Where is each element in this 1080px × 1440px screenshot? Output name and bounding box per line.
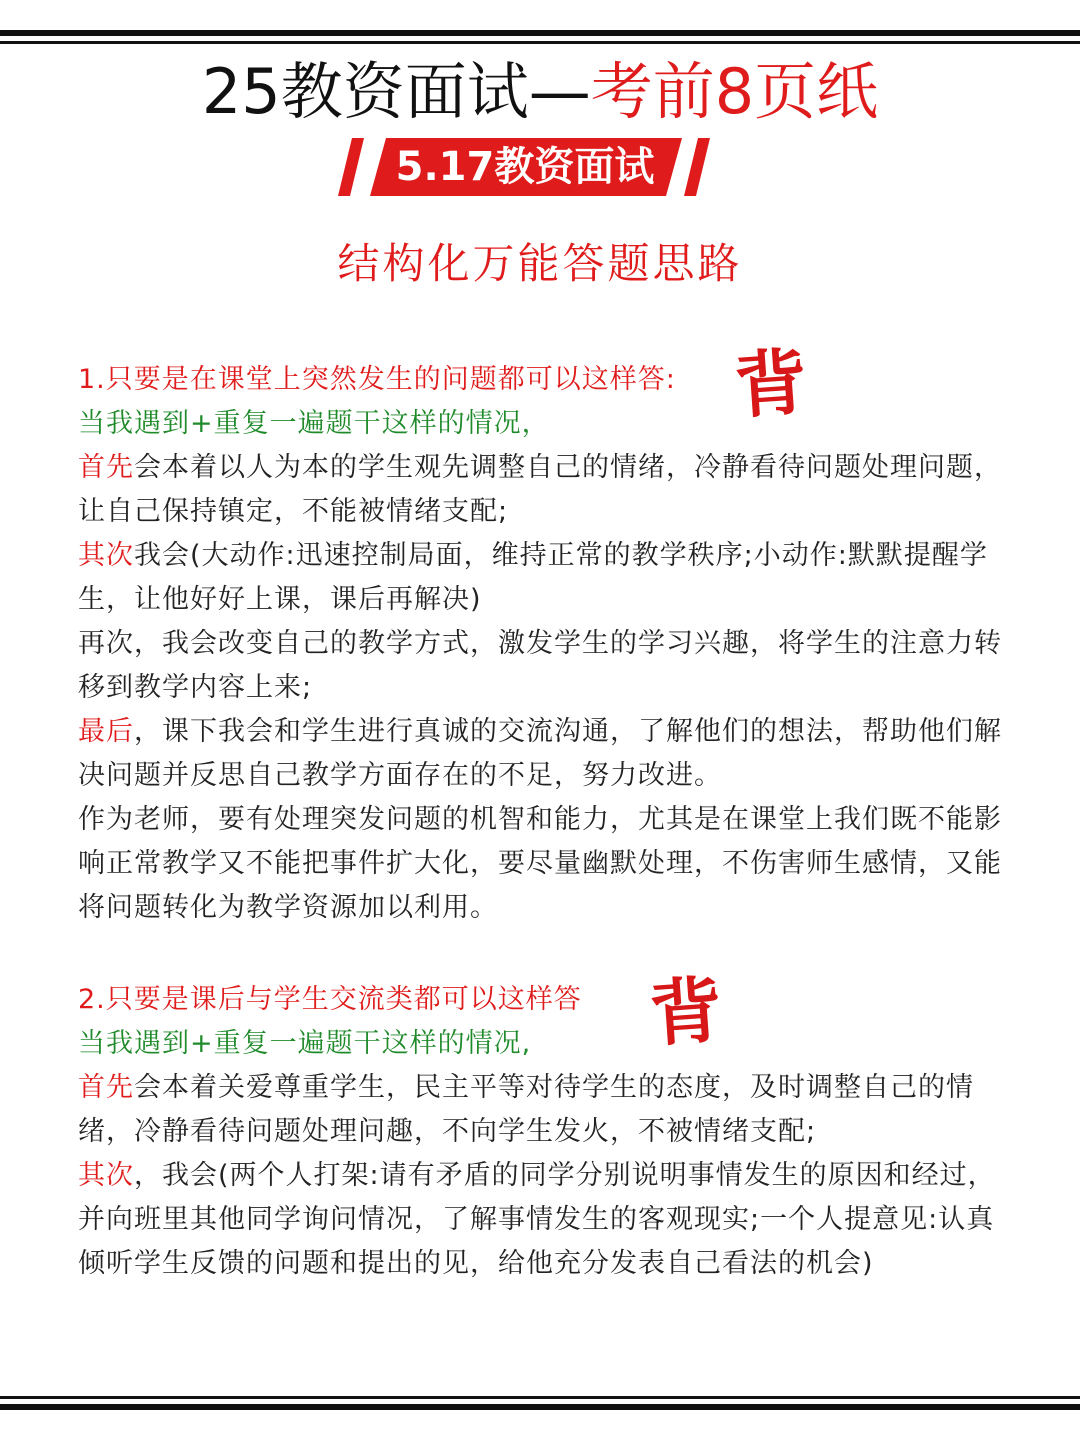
page-title <box>0 54 1080 130</box>
banner-text: 5.17教资面试 <box>395 144 655 190</box>
bottom-border-thin <box>0 1396 1080 1399</box>
section-1-intro: 当我遇到+重复一遍题干这样的情况， <box>78 408 550 439</box>
label-first: 首先 <box>78 1072 134 1103</box>
section-1-paragraph-third: 再次，我会改变自己的教学方式，激发学生的学习兴趣，将学生的注意力转移到教学内容上来; <box>78 628 1002 703</box>
date-banner <box>330 138 720 196</box>
bottom-border-thick <box>0 1404 1080 1410</box>
label-second: 其次 <box>78 1160 134 1191</box>
section-1-paragraph-summary: 作为老师，要有处理突发问题的机智和能力，尤其是在课堂上我们既不能影响正常教学又不能把事件扩大化，要尽量幽默处理，不伤害师生感情，又能将问题转化为教学资源加以利用。 <box>78 804 1002 923</box>
top-border-thin <box>0 41 1080 44</box>
subtitle: 结构化万能答题思路 <box>337 239 743 288</box>
section-1-paragraph-second <box>78 534 1008 622</box>
section-2 <box>78 978 1008 1286</box>
section-1 <box>78 358 1008 930</box>
text-first: 会本着以人为本的学生观先调整自己的情绪，冷静看待问题处理问题，让自己保持镇定，不能被情绪支配; <box>78 452 1002 527</box>
text-last: ，课下我会和学生进行真诚的交流沟通，了解他们的想法，帮助他们解决问题并反思自己教学方面存在的不足，努力改进。 <box>78 716 1002 791</box>
section-1-paragraph-last <box>78 710 1008 798</box>
section-2-intro: 当我遇到+重复一遍题干这样的情况, <box>78 1028 532 1059</box>
title-black-part: 25教资面试— <box>201 55 591 128</box>
section-1-paragraph-first <box>78 446 1008 534</box>
memorize-stamp-1: 背 <box>732 338 810 429</box>
section-2-heading: 2.只要是课后与学生交流类都可以这样答 <box>78 984 582 1015</box>
text-first: 会本着关爱尊重学生，民主平等对待学生的态度，及时调整自己的情绪，冷静看待问题处理问趣，不向学生发火，不被情绪支配; <box>78 1072 974 1147</box>
top-border-thick <box>0 30 1080 36</box>
memorize-stamp-2: 背 <box>647 966 725 1057</box>
text-second: ，我会(两个人打架:请有矛盾的同学分别说明事情发生的原因和经过，并向班里其他同学询问情况，了解事情发生的客观现实;一个人提意见:认真倾听学生反馈的问题和提出的见，给他充分发表自己看法的机会) <box>78 1160 996 1279</box>
label-first: 首先 <box>78 452 134 483</box>
section-2-paragraph-first <box>78 1066 1008 1154</box>
title-red-part: 考前8页纸 <box>590 55 879 128</box>
text-second: 我会(大动作:迅速控制局面，维持正常的教学秩序;小动作:默默提醒学生，让他好好上课，课后再解决) <box>78 540 988 615</box>
section-1-heading: 1.只要是在课堂上突然发生的问题都可以这样答: <box>78 364 676 395</box>
label-last: 最后 <box>78 716 134 747</box>
label-second: 其次 <box>78 540 134 571</box>
section-2-paragraph-second <box>78 1154 1008 1286</box>
